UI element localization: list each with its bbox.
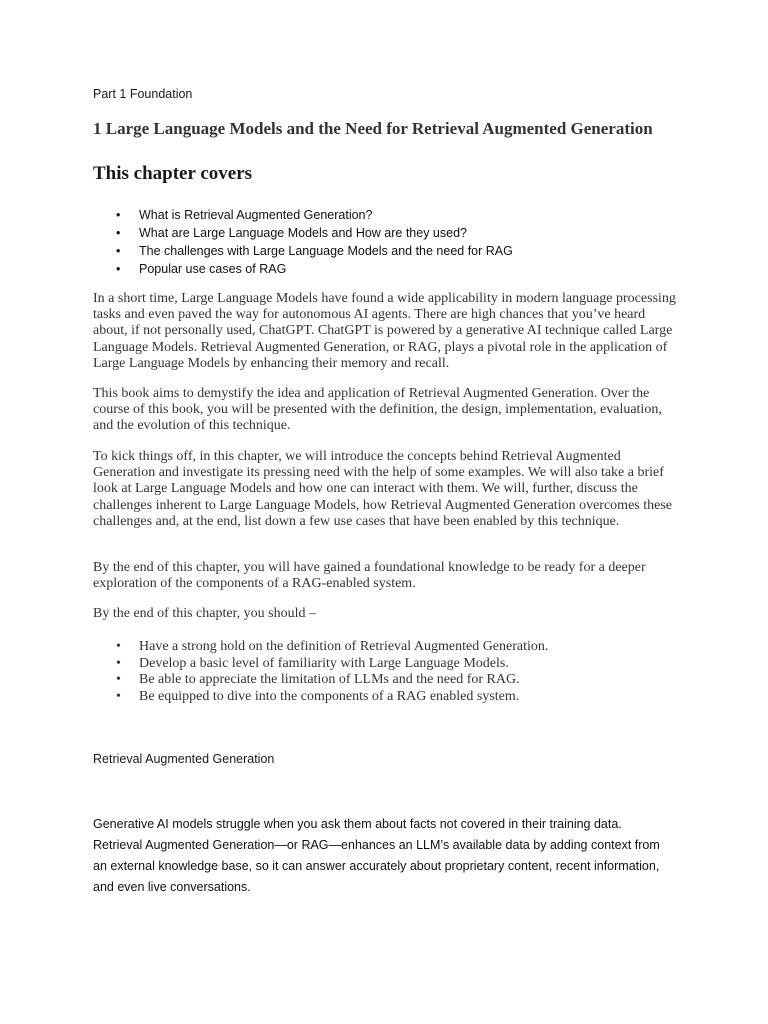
section-paragraph: Generative AI models struggle when you ask them about facts not covered in their training data. Retrieval Augmented Generation—or RAG—enhances an LLM’s available data by adding context from an external knowledge base, so it can answer accurately about proprietary content, recent information, and even live conversations. (93, 817, 660, 894)
list-item: • Develop a basic level of familiarity with Large Language Models. (93, 656, 548, 673)
objectives-list (93, 639, 548, 705)
covers-title: This chapter covers (93, 163, 253, 184)
chapter-title: 1 Large Language Models and the Need for Retrieval Augmented Generation (93, 119, 653, 138)
chapter-overview-paragraph: To kick things off, in this chapter, we will introduce the concepts behind Retrieval Augmented Generation and investigate its pressing need with the help of some examples. We will also take a brief look at Large Language Models and how one can interact with them. We will, further, discuss the challenges inherent to Large Language Models, how Retrieval Augmented Generation overcomes these challenges and, at the end, list down a few use cases that have been enabled by this technique. (93, 449, 672, 529)
chapter-covers-list (93, 206, 513, 278)
section-heading: Retrieval Augmented Generation (93, 752, 275, 766)
objectives-intro: By the end of this chapter, you should – (93, 606, 317, 621)
outcome-paragraph: By the end of this chapter, you will have gained a foundational knowledge to be ready for a deeper exploration of the components of a RAG-enabled system. (93, 560, 646, 592)
list-item: • Popular use cases of RAG (93, 260, 513, 278)
intro-paragraph: In a short time, Large Language Models have found a wide applicability in modern language processing tasks and even paved the way for autonomous AI agents. There are high chances that you’ve heard about, if not personally used, ChatGPT. ChatGPT is powered by a generative AI technique called Large Language Models. Retrieval Augmented Generation, or RAG, plays a pivotal role in the application of Large Language Models by enhancing their memory and recall. (93, 291, 676, 371)
list-item: • What is Retrieval Augmented Generation? (93, 206, 513, 224)
list-item: • What are Large Language Models and How are they used? (93, 224, 513, 242)
list-item: • Be able to appreciate the limitation of LLMs and the need for RAG. (93, 672, 548, 689)
book-aims-paragraph: This book aims to demystify the idea and application of Retrieval Augmented Generation. Over the course of this book, you will be presented with the definition, the design, implementation, evaluation, and the evolution of this technique. (93, 386, 662, 434)
part-label: Part 1 Foundation (93, 87, 193, 101)
list-item: • Be equipped to dive into the components of a RAG enabled system. (93, 689, 548, 706)
list-item: • The challenges with Large Language Models and the need for RAG (93, 242, 513, 260)
list-item: • Have a strong hold on the definition of Retrieval Augmented Generation. (93, 639, 548, 656)
